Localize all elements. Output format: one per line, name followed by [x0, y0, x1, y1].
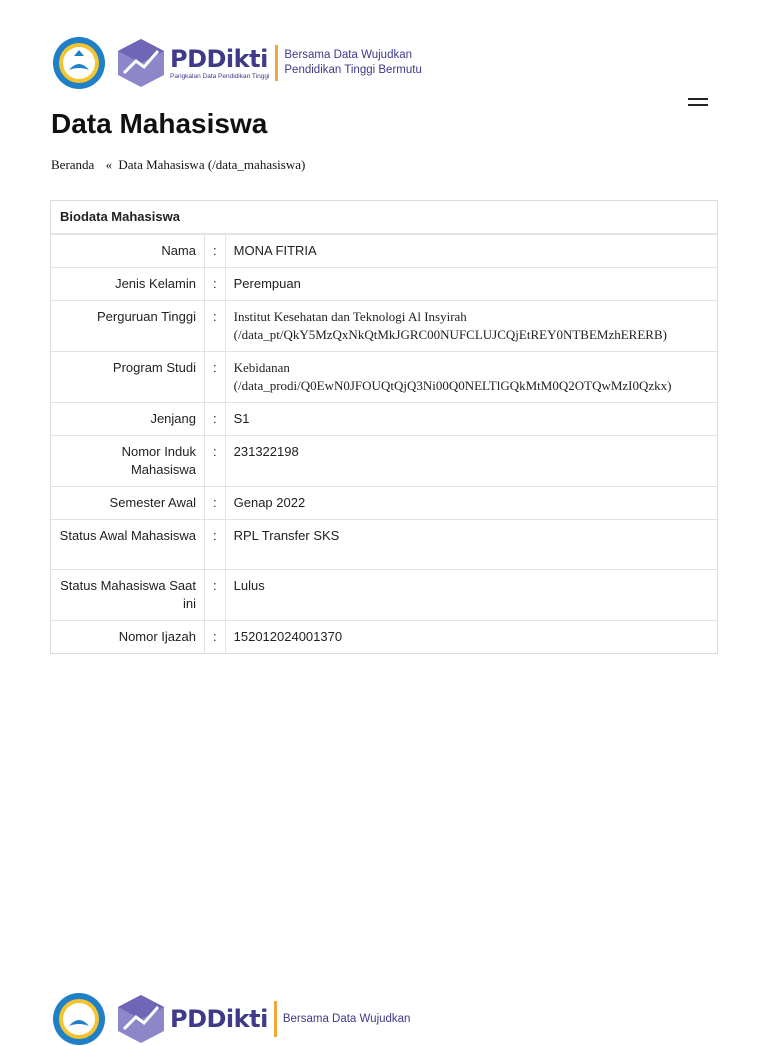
pddikti-mark-icon — [116, 993, 166, 1045]
breadcrumb — [51, 157, 305, 173]
row-colon: : — [205, 268, 226, 301]
row-label: Semester Awal — [51, 487, 205, 520]
row-label: Status Awal Mahasiswa — [51, 520, 205, 570]
row-label: Program Studi — [51, 352, 205, 403]
row-label: Jenjang — [51, 403, 205, 436]
chevron-right-icon: « — [105, 157, 113, 172]
brand-divider — [275, 45, 278, 81]
table-row — [51, 570, 717, 621]
table-row — [51, 487, 717, 520]
row-label: Nama — [51, 235, 205, 268]
table-row — [51, 403, 717, 436]
row-label: Nomor Ijazah — [51, 621, 205, 654]
table-row — [51, 352, 717, 403]
breadcrumb-home-link[interactable]: Beranda — [51, 157, 95, 172]
footer-brand-divider — [274, 1001, 277, 1037]
row-value: MONA FITRIA — [225, 235, 717, 268]
row-colon: : — [205, 352, 226, 403]
biodata-table — [51, 234, 717, 653]
row-value: Lulus — [225, 570, 717, 621]
brand-subtitle: Pangkalan Data Pendidikan Tinggi — [170, 73, 270, 80]
row-colon: : — [205, 235, 226, 268]
footer-brand-name: PDDikti — [170, 1005, 268, 1033]
row-colon: : — [205, 403, 226, 436]
table-row — [51, 268, 717, 301]
brand-name: PDDikti — [170, 45, 268, 73]
perguruan-tinggi-link[interactable]: Institut Kesehatan dan Teknologi Al Insyirah (/data_pt/QkY5MzQxNkQtMkJGRC00NUFCLUJCQjEtREY0NTBEMzhERERB) — [225, 301, 717, 352]
table-row — [51, 301, 717, 352]
biodata-card — [50, 200, 718, 654]
row-value: Perempuan — [225, 268, 717, 301]
tagline-line-2: Pendidikan Tinggi Bermutu — [284, 64, 422, 76]
tut-wuri-handayani-emblem-icon — [52, 992, 106, 1046]
row-colon: : — [205, 520, 226, 570]
brand-tagline — [284, 48, 421, 78]
table-row — [51, 436, 717, 487]
page-title: Data Mahasiswa — [51, 108, 268, 139]
tut-wuri-handayani-emblem-icon — [52, 36, 106, 90]
row-value: RPL Transfer SKS — [225, 520, 717, 570]
hamburger-menu-icon[interactable] — [688, 98, 708, 110]
row-value: 152012024001370 — [225, 621, 717, 654]
tagline-line-1: Bersama Data Wujudkan — [284, 49, 413, 61]
table-row — [51, 235, 717, 268]
row-label: Perguruan Tinggi — [51, 301, 205, 352]
row-value: 231322198 — [225, 436, 717, 487]
brand-wordmark — [170, 46, 269, 80]
row-value: S1 — [225, 403, 717, 436]
row-label: Status Mahasiswa Saat ini — [51, 570, 205, 621]
row-colon: : — [205, 570, 226, 621]
row-value: Genap 2022 — [225, 487, 717, 520]
program-studi-link[interactable]: Kebidanan (/data_prodi/Q0EwN0JFOUQtQjQ3Ni00Q0NELTlGQkMtM0Q2OTQwMzI0Qzkx) — [225, 352, 717, 403]
table-row — [51, 621, 717, 654]
footer-tagline — [283, 1012, 411, 1027]
row-colon: : — [205, 436, 226, 487]
row-label: Jenis Kelamin — [51, 268, 205, 301]
row-colon: : — [205, 487, 226, 520]
table-row — [51, 520, 717, 570]
row-colon: : — [205, 621, 226, 654]
footer-tagline-line-1: Bersama Data Wujudkan — [282, 1012, 411, 1025]
row-label: Nomor Induk Mahasiswa — [51, 436, 205, 487]
header-logo[interactable] — [52, 36, 422, 90]
footer-logo[interactable] — [52, 992, 410, 1046]
biodata-card-title: Biodata Mahasiswa — [51, 201, 717, 234]
breadcrumb-current[interactable]: Data Mahasiswa (/data_mahasiswa) — [118, 157, 306, 172]
pddikti-mark-icon — [116, 37, 166, 89]
row-colon: : — [205, 301, 226, 352]
footer-brand-wordmark — [170, 1006, 268, 1032]
